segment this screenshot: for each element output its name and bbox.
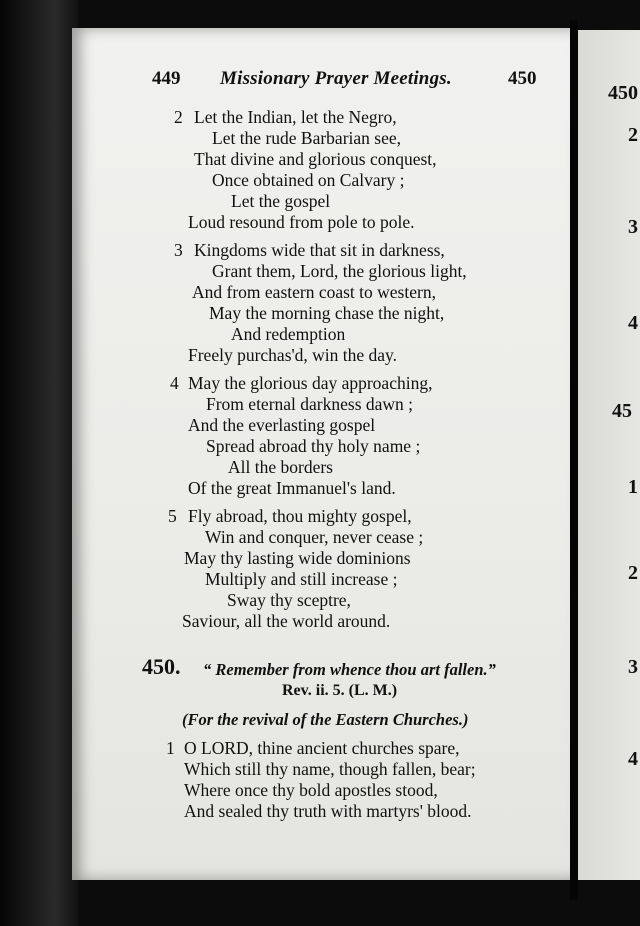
hymn-number: 450. — [142, 654, 181, 679]
verse-line: Multiply and still increase ; — [205, 569, 398, 589]
page-fragment-text: 4 — [628, 312, 638, 334]
verse-line: And redemption — [231, 324, 346, 344]
stanza-number: 4 — [170, 373, 179, 393]
verse-line: May the glorious day approaching, — [188, 373, 433, 393]
verse-line: Let the gospel — [231, 191, 331, 211]
verse-line: Once obtained on Calvary ; — [212, 170, 405, 190]
verse-line: Grant them, Lord, the glorious light, — [212, 261, 467, 281]
verse-line: Kingdoms wide that sit in darkness, — [194, 240, 445, 260]
verse-line: And the everlasting gospel — [188, 415, 376, 435]
page-fragment-text: 1 — [628, 476, 638, 498]
scan-dark-edge — [0, 0, 78, 926]
verse-line: Sway thy sceptre, — [227, 590, 351, 610]
verse-line: Of the great Immanuel's land. — [188, 478, 396, 498]
verse-line: That divine and glorious conquest, — [194, 149, 437, 169]
verse-line: Where once thy bold apostles stood, — [184, 780, 438, 800]
verse-line: Fly abroad, thou mighty gospel, — [188, 506, 412, 526]
adjacent-page-fragment — [578, 30, 640, 880]
hymn-note: (For the revival of the Eastern Churches.) — [182, 710, 469, 729]
hymn-title: “ Remember from whence thou art fallen.” — [203, 660, 496, 679]
verse-line: Let the rude Barbarian see, — [212, 128, 402, 148]
verse-line: O LORD, thine ancient churches spare, — [184, 738, 460, 758]
verse-line: From eternal darkness dawn ; — [206, 394, 414, 414]
stanza-number: 2 — [174, 107, 183, 127]
page-fragment-text: 45 — [612, 400, 632, 422]
verse-line: Let the Indian, let the Negro, — [194, 107, 397, 127]
verse-line: Saviour, all the world around. — [182, 611, 391, 631]
page-fragment-text: 3 — [628, 656, 638, 678]
verse-line: Spread abroad thy holy name ; — [206, 436, 421, 456]
page-number-left: 449 — [152, 68, 181, 89]
stanza-number: 1 — [166, 738, 175, 758]
verse-line: All the borders — [228, 457, 333, 477]
verse-line: Freely purchas'd, win the day. — [188, 345, 398, 365]
verse-line: Win and conquer, never cease ; — [205, 527, 424, 547]
verse-line: May thy lasting wide dominions — [184, 548, 411, 568]
verse-line: May the morning chase the night, — [209, 303, 445, 323]
page-fragment-text: 450 — [608, 82, 638, 104]
page-fragment-text: 2 — [628, 124, 638, 146]
stanza-number: 3 — [174, 240, 183, 260]
page-fragment-text: 4 — [628, 748, 638, 770]
verse-line: Which still thy name, though fallen, bear; — [184, 759, 476, 779]
verse-line: And from eastern coast to western, — [192, 282, 436, 302]
page-number-right: 450 — [508, 68, 537, 89]
running-title: Missionary Prayer Meetings. — [220, 68, 452, 89]
book-gutter — [570, 20, 578, 900]
verse-line: Loud resound from pole to pole. — [188, 212, 415, 232]
running-header — [72, 68, 574, 98]
page-fragment-text: 2 — [628, 562, 638, 584]
stanza-number: 5 — [168, 506, 177, 526]
page-fragment-text: 3 — [628, 216, 638, 238]
scripture-reference: Rev. ii. 5. (L. M.) — [282, 682, 398, 699]
book-page — [72, 28, 574, 880]
verse-line: And sealed thy truth with martyrs' blood. — [184, 801, 472, 821]
